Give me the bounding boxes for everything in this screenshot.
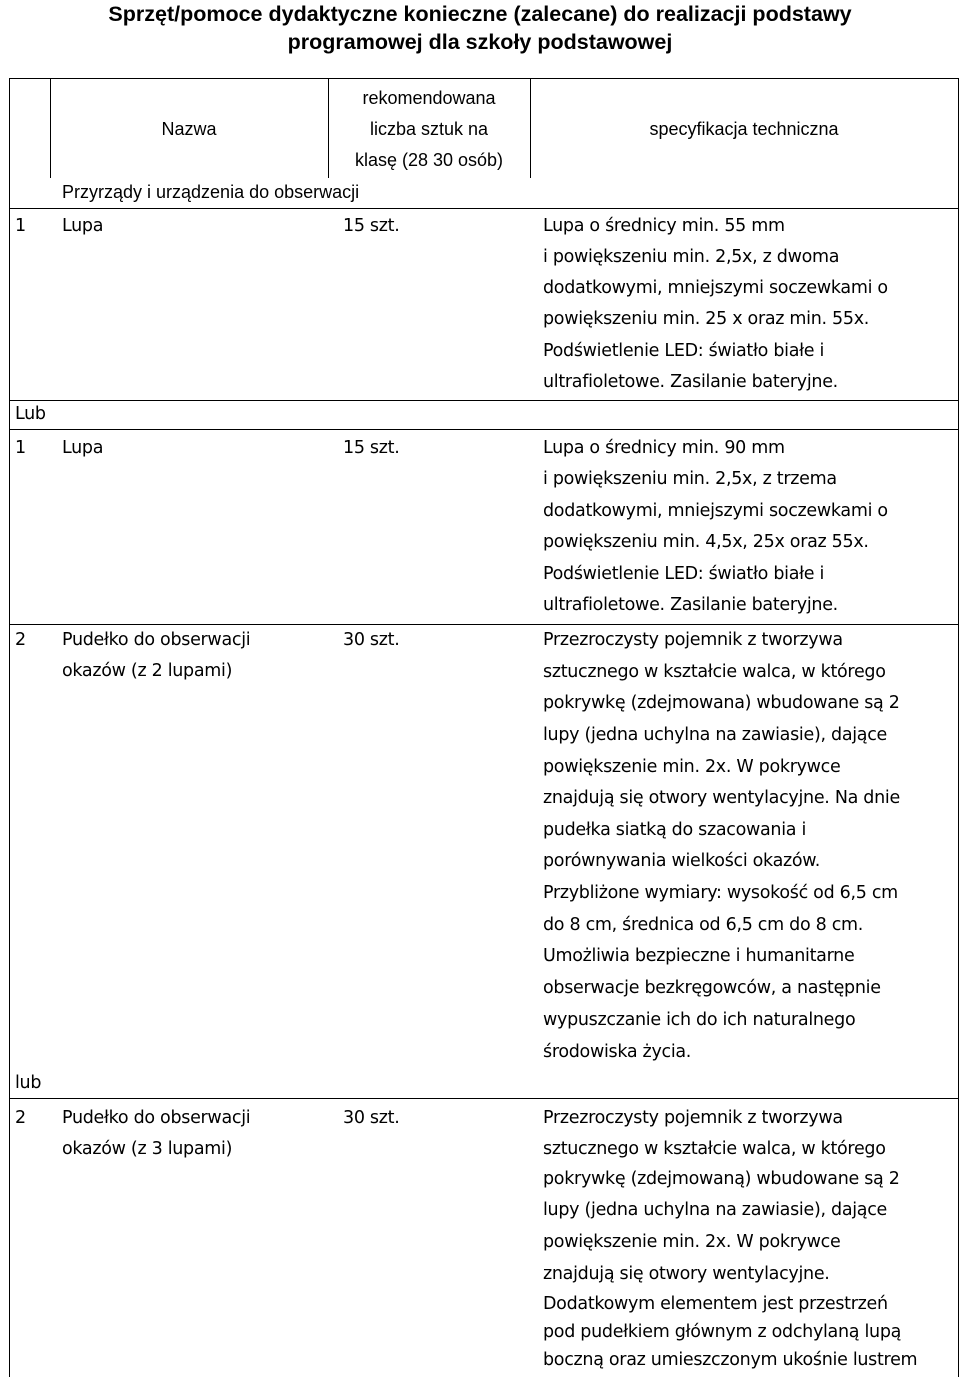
row-1-name: Lupa — [62, 216, 104, 236]
row-3-spec-line: porównywania wielkości okazów. — [543, 851, 820, 871]
row-3-spec-line: obserwacje bezkręgowców, a następnie — [543, 978, 881, 998]
row-3-spec-line: pokrywkę (zdejmowana) wbudowane są 2 — [543, 693, 900, 713]
row-4-spec-line: powiększenie min. 2x. W pokrywce — [543, 1232, 841, 1252]
row-4-spec-line: znajdują się otwory wentylacyjne. — [543, 1264, 830, 1284]
row-4-spec-line: sztucznego w kształcie walca, w którego — [543, 1139, 886, 1159]
row-2-spec-line: dodatkowymi, mniejszymi soczewkami o — [543, 501, 888, 521]
title-line-1: Sprzęt/pomoce dydaktyczne konieczne (zalecane) do realizacji podstawy — [108, 2, 852, 26]
header-quantity-line-2: liczba sztuk na — [369, 119, 489, 139]
table-left-border — [9, 78, 10, 1377]
row-3-spec-line: znajdują się otwory wentylacyjne. Na dnie — [543, 788, 900, 808]
row-3-spec-line: lupy (jedna uchylna na zawiasie), dające — [543, 725, 888, 745]
row-3-quantity: 30 szt. — [343, 630, 400, 650]
row-1-spec-line: Lupa o średnicy min. 55 mm — [543, 216, 785, 236]
row-2-spec-line: i powiększeniu min. 2,5x, z trzema — [543, 469, 837, 489]
row-4-spec-line: boczną oraz umieszczonym ukośnie lustrem — [543, 1350, 918, 1370]
row-3-name-line: okazów (z 2 lupami) — [62, 661, 233, 681]
row-1-spec-line: dodatkowymi, mniejszymi soczewkami o — [543, 278, 888, 298]
row-3-spec-line: pudełka siatką do szacowania i — [543, 820, 807, 840]
row-3-spec-line: sztucznego w kształcie walca, w którego — [543, 662, 886, 682]
row-2-name: Lupa — [62, 438, 104, 458]
header-name: Nazwa — [161, 119, 217, 139]
row-divider — [9, 429, 959, 430]
row-divider — [9, 1098, 959, 1099]
table-top-border — [9, 78, 959, 79]
row-2-spec-line: Lupa o średnicy min. 90 mm — [543, 438, 785, 458]
row-divider — [9, 400, 959, 401]
table-right-border — [958, 78, 959, 1377]
row-3-name-line: Pudełko do obserwacji — [62, 630, 251, 650]
header-spec: specyfikacja techniczna — [649, 119, 839, 139]
row-3-spec-line: Umożliwia bezpieczne i humanitarne — [543, 946, 855, 966]
row-3-number: 2 — [15, 630, 26, 650]
header-quantity-line-1: rekomendowana — [362, 88, 496, 108]
row-2-spec-line: powiększeniu min. 4,5x, 25x oraz 55x. — [543, 532, 869, 552]
row-2-number: 1 — [15, 438, 26, 458]
row-1-spec-line: i powiększeniu min. 2,5x, z dwoma — [543, 247, 840, 267]
row-1-spec-line: ultrafioletowe. Zasilanie bateryjne. — [543, 372, 838, 392]
separator-or: Lub — [15, 404, 46, 424]
row-3-spec-line: środowiska życia. — [543, 1042, 692, 1062]
section-heading: Przyrządy i urządzenia do obserwacji — [62, 182, 360, 202]
row-1-quantity: 15 szt. — [343, 216, 400, 236]
document-title — [0, 0, 960, 56]
title-line-2: programowej dla szkoły podstawowej — [287, 30, 673, 54]
row-2-quantity: 15 szt. — [343, 438, 400, 458]
row-4-spec-line: Dodatkowym elementem jest przestrzeń — [543, 1294, 888, 1314]
row-4-spec-line: lupy (jedna uchylna na zawiasie), dające — [543, 1200, 888, 1220]
row-1-spec-line: powiększeniu min. 25 x oraz min. 55x. — [543, 309, 870, 329]
row-4-spec-line: pod pudełkiem głównym z odchylaną lupą — [543, 1322, 902, 1342]
row-4-spec-line: pokrywkę (zdejmowaną) wbudowane są 2 — [543, 1169, 900, 1189]
row-divider — [9, 208, 959, 209]
row-2-spec-line: ultrafioletowe. Zasilanie bateryjne. — [543, 595, 838, 615]
row-3-spec-line: powiększenie min. 2x. W pokrywce — [543, 757, 841, 777]
row-3-spec-line: wypuszczanie ich do ich naturalnego — [543, 1010, 856, 1030]
separator-or: lub — [15, 1073, 42, 1093]
row-4-name-line: Pudełko do obserwacji — [62, 1108, 251, 1128]
row-3-spec-line: Przezroczysty pojemnik z tworzywa — [543, 630, 843, 650]
row-4-name-line: okazów (z 3 lupami) — [62, 1139, 233, 1159]
row-4-number: 2 — [15, 1108, 26, 1128]
row-3-spec-line: do 8 cm, średnica od 6,5 cm do 8 cm. — [543, 915, 864, 935]
header-quantity-line-3: klasę (28 30 osób) — [354, 150, 504, 170]
row-1-number: 1 — [15, 216, 26, 236]
row-4-spec-line: Przezroczysty pojemnik z tworzywa — [543, 1108, 843, 1128]
row-3-spec-line: Przybliżone wymiary: wysokość od 6,5 cm — [543, 883, 898, 903]
row-4-quantity: 30 szt. — [343, 1108, 400, 1128]
row-1-spec-line: Podświetlenie LED: światło białe i — [543, 341, 825, 361]
row-2-spec-line: Podświetlenie LED: światło białe i — [543, 564, 825, 584]
